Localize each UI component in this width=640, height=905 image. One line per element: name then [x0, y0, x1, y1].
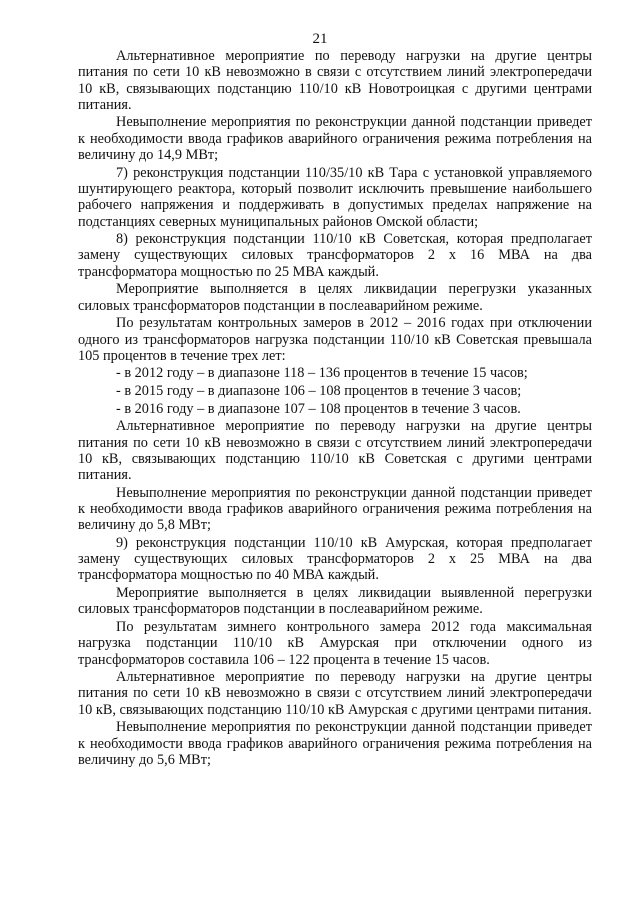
list-item: - в 2015 году – в диапазоне 106 – 108 процентов в течение 3 часов; — [116, 383, 522, 400]
paragraph: 8) реконструкция подстанции 110/10 кВ Советская, которая предполагает замену существующих силовых трансформаторов 2 х 16 МВА на два трансформатора мощностью по 25 МВА каждый. — [78, 231, 592, 280]
document-body — [78, 48, 592, 770]
paragraph: По результатам контрольных замеров в 2012 – 2016 годах при отключении одного из трансформаторов нагрузка подстанции 110/10 кВ Советская превышала 105 процентов в течение трех лет: — [78, 315, 592, 364]
list-item: - в 2012 году – в диапазоне 118 – 136 процентов в течение 15 часов; — [116, 365, 528, 382]
paragraph: Альтернативное мероприятие по переводу нагрузки на другие центры питания по сети 10 кВ невозможно в связи с отсутствием линий электропередачи 10 кВ, связывающих подстанцию 110/10 кВ Новотроицкая с другими центрами питания. — [78, 48, 592, 113]
paragraph: Невыполнение мероприятия по реконструкции данной подстанции приведет к необходимости ввода графиков аварийного ограничения режима потребления на величину до 5,8 МВт; — [78, 484, 592, 534]
paragraph: Невыполнение мероприятия по реконструкции данной подстанции приведет к необходимости ввода графиков аварийного ограничения режима потребления на величину до 14,9 МВт; — [78, 114, 592, 164]
paragraph: 7) реконструкция подстанции 110/35/10 кВ Тара с установкой управляемого шунтирующего реактора, который позволит исключить превышение наибольшего рабочего напряжения и поддерживать в допустимых пределах напряжение на подстанциях северных муниципальных районов Омской области; — [78, 164, 592, 230]
paragraph: Невыполнение мероприятия по реконструкции данной подстанции приведет к необходимости ввода графиков аварийного ограничения режима потребления на величину до 5,6 МВт; — [78, 719, 592, 768]
paragraph: Альтернативное мероприятие по переводу нагрузки на другие центры питания по сети 10 кВ невозможно в связи с отсутствием линий электропередачи 10 кВ, связывающих подстанцию 110/10 кВ Амурская с другими центрами питания. — [78, 669, 592, 718]
page-number: 21 — [312, 31, 328, 47]
list-item: - в 2016 году – в диапазоне 107 – 108 процентов в течение 3 часов. — [116, 400, 521, 417]
paragraph: По результатам зимнего контрольного замера 2012 года максимальная нагрузка подстанции 110/10 кВ Амурская при отключении одного из трансформаторов составила 106 – 122 процента в течение 15 часов. — [78, 618, 592, 668]
paragraph: Альтернативное мероприятие по переводу нагрузки на другие центры питания по сети 10 кВ невозможно в связи с отсутствием линий электропередачи 10 кВ, связывающих подстанцию 110/10 кВ Советская с другими центрами питания. — [78, 418, 592, 484]
paragraph: Мероприятие выполняется в целях ликвидации перегрузки указанных силовых трансформаторов подстанции в послеаварийном режиме. — [78, 281, 592, 314]
paragraph: Мероприятие выполняется в целях ликвидации выявленной перегрузки силовых трансформаторов подстанции в послеаварийном режиме. — [78, 585, 592, 618]
paragraph: 9) реконструкция подстанции 110/10 кВ Амурская, которая предполагает замену существующих силовых трансформаторов 2 х 25 МВА на два трансформатора мощностью по 40 МВА каждый. — [78, 534, 592, 584]
